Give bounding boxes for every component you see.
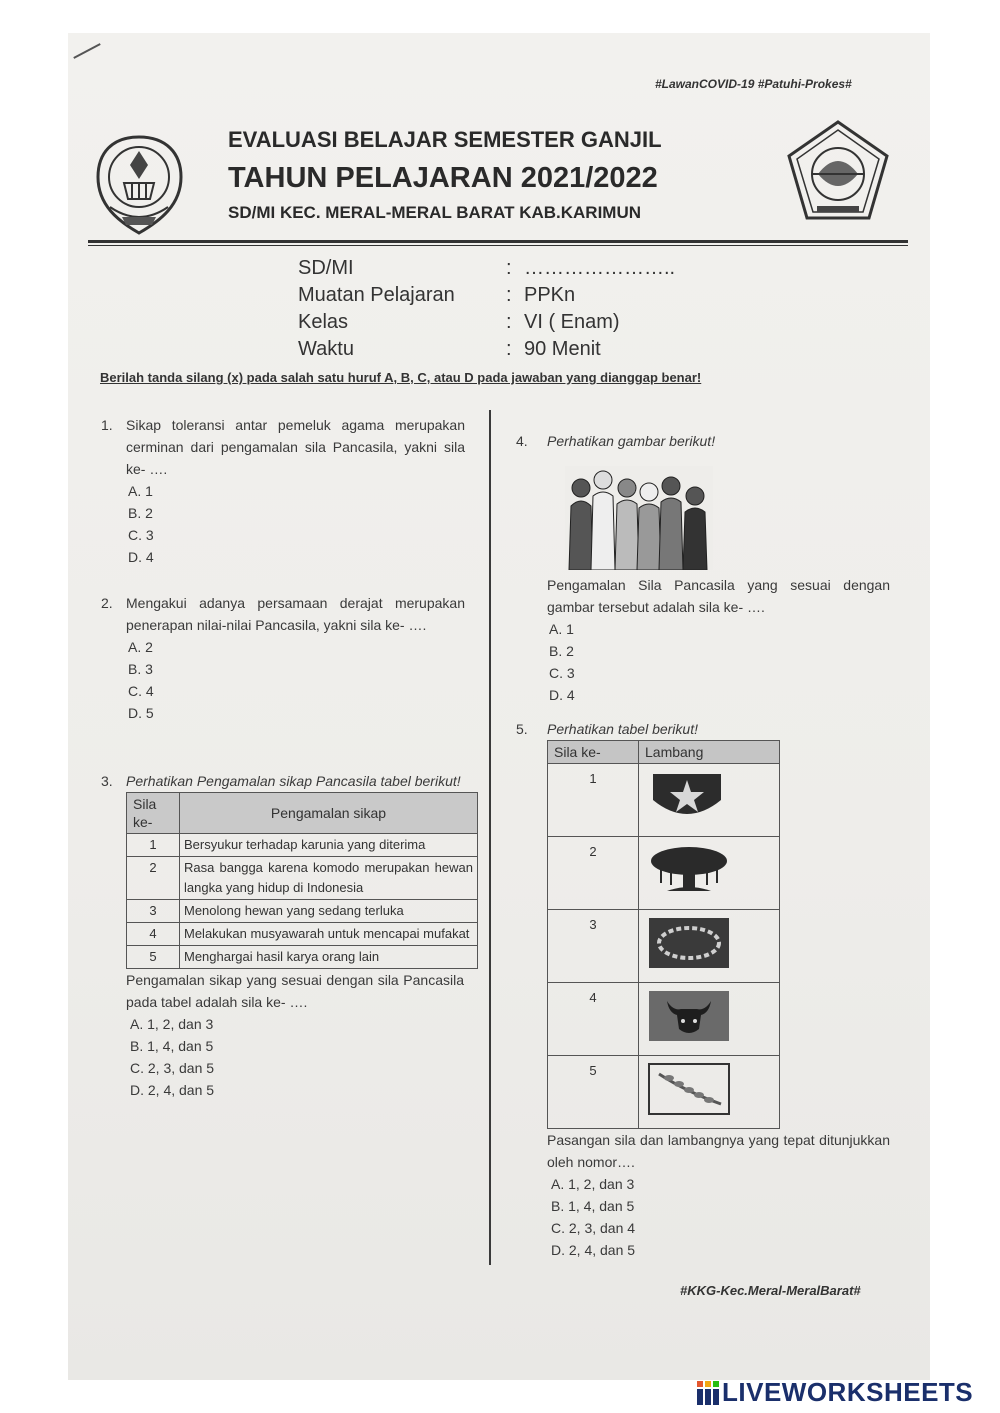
campaign-tag: #LawanCOVID-19 #Patuhi-Prokes#: [655, 77, 852, 91]
table-cell-sikap: Melakukan musyawarah untuk mencapai mufakat: [180, 923, 478, 946]
people-illustration: [565, 466, 890, 570]
option-a[interactable]: A. 2: [128, 639, 153, 655]
table-cell-sila: 4: [548, 983, 639, 1056]
table-cell-sila: 3: [127, 900, 180, 923]
table-row: [127, 900, 478, 923]
info-row-time: [298, 336, 718, 363]
table-cell-sikap: Rasa bangga karena komodo merupakan hewan langka yang hidup di Indonesia: [180, 857, 478, 900]
table-cell-lambang: [639, 1056, 780, 1129]
option-d[interactable]: D. 4: [128, 549, 154, 565]
option-b[interactable]: B. 3: [128, 661, 153, 677]
table-cell-sikap: Menghargai hasil karya orang lain: [180, 946, 478, 969]
table-cell-lambang: [639, 983, 780, 1056]
option-c[interactable]: C. 3: [549, 665, 575, 681]
info-label: Kelas: [298, 311, 349, 333]
table-cell-sila: 2: [548, 837, 639, 910]
table-row: [548, 1056, 780, 1129]
option-c[interactable]: C. 4: [128, 683, 154, 699]
option-b[interactable]: B. 2: [549, 643, 574, 659]
school-district: SD/MI KEC. MERAL-MERAL BARAT KAB.KARIMUN: [228, 203, 642, 222]
table-header: Pengamalan sikap: [180, 793, 478, 834]
question-prompt: Pengamalan sikap yang sesuai dengan sila Pancasila pada tabel adalah sila ke- ….: [126, 972, 464, 1010]
table-header: Lambang: [639, 741, 780, 764]
question-text: Perhatikan Pengamalan sikap Pancasila tabel berikut!: [126, 773, 461, 789]
info-row-class: [298, 309, 718, 336]
info-separator: :: [506, 284, 512, 306]
option-b[interactable]: B. 2: [128, 505, 153, 521]
instruction: Berilah tanda silang (x) pada salah satu huruf A, B, C, atau D pada jawaban yang dianggap benar!: [100, 370, 702, 385]
table-header: Sila ke-: [548, 741, 639, 764]
question-number: 5.: [516, 721, 528, 737]
table-header-row: [548, 741, 780, 764]
option-c[interactable]: C. 2, 3, dan 5: [130, 1060, 215, 1076]
star-symbol-icon: [647, 770, 727, 824]
info-separator: :: [506, 338, 512, 360]
option-b[interactable]: B. 1, 4, dan 5: [130, 1038, 214, 1054]
info-value: VI ( Enam): [524, 311, 620, 333]
table-cell-lambang: [639, 764, 780, 837]
tut-wuri-handayani-logo: [92, 133, 187, 243]
bull-head-icon: [647, 989, 731, 1043]
info-label: Waktu: [298, 338, 354, 360]
table-row: [548, 764, 780, 837]
lambang-table: [547, 740, 780, 1129]
option-b[interactable]: B. 1, 4, dan 5: [551, 1198, 635, 1214]
footer-tag: #KKG-Kec.Meral-MeralBarat#: [680, 1283, 861, 1298]
question-number: 4.: [516, 433, 528, 449]
info-label: Muatan Pelajaran: [298, 284, 455, 306]
question-2: [101, 592, 465, 724]
exam-info: [298, 255, 718, 363]
school-name-field[interactable]: …………………..: [524, 257, 676, 279]
info-separator: :: [506, 257, 512, 279]
option-d[interactable]: D. 2, 4, dan 5: [551, 1242, 636, 1258]
question-number: 2.: [101, 595, 113, 611]
info-label: SD/MI: [298, 257, 354, 279]
table-row: [548, 837, 780, 910]
liveworksheets-icon: [697, 1381, 719, 1405]
table-cell-lambang: [639, 910, 780, 983]
table-cell-sikap: Menolong hewan yang sedang terluka: [180, 900, 478, 923]
info-separator: :: [506, 311, 512, 333]
exam-title: EVALUASI BELAJAR SEMESTER GANJIL: [228, 127, 662, 152]
table-row: [127, 923, 478, 946]
question-text: Sikap toleransi antar pemeluk agama merupakan cerminan dari pengamalan sila Pancasila, yakni sila ke- ….: [126, 417, 465, 477]
question-5: [516, 718, 890, 1261]
table-cell-lambang: [639, 837, 780, 910]
table-cell-sila: 1: [548, 764, 639, 837]
option-d[interactable]: D. 5: [128, 705, 154, 721]
question-4: [516, 430, 890, 706]
info-value: PPKn: [524, 284, 576, 306]
option-d[interactable]: D. 4: [549, 687, 575, 703]
option-a[interactable]: A. 1: [549, 621, 574, 637]
option-a[interactable]: A. 1, 2, dan 3: [130, 1016, 214, 1032]
option-a[interactable]: A. 1: [128, 483, 153, 499]
question-text: Perhatikan tabel berikut!: [547, 721, 698, 737]
table-row: [548, 910, 780, 983]
info-row-subject: [298, 282, 718, 309]
table-header-row: [127, 793, 478, 834]
header-rule: [88, 240, 908, 243]
brand-text: LIVEWORKSHEETS: [722, 1377, 974, 1407]
kabupaten-karimun-logo: [783, 118, 893, 230]
table-cell-sila: 1: [127, 834, 180, 857]
table-cell-sikap: Bersyukur terhadap karunia yang diterima: [180, 834, 478, 857]
info-row-school: [298, 255, 718, 282]
liveworksheets-brand: [697, 1377, 973, 1408]
banyan-tree-icon: [647, 843, 731, 897]
question-1: [101, 414, 465, 568]
table-row: [548, 983, 780, 1056]
question-prompt: Pasangan sila dan lambangnya yang tepat ditunjukkan oleh nomor….: [547, 1132, 890, 1170]
option-a[interactable]: A. 1, 2, dan 3: [551, 1176, 635, 1192]
header-rule-thin: [88, 245, 908, 246]
table-header: Sila ke-: [127, 793, 180, 834]
academic-year: TAHUN PELAJARAN 2021/2022: [228, 162, 658, 194]
table-cell-sila: 4: [127, 923, 180, 946]
question-text: Perhatikan gambar berikut!: [547, 433, 716, 449]
table-row: [127, 834, 478, 857]
table-cell-sila: 3: [548, 910, 639, 983]
option-c[interactable]: C. 2, 3, dan 4: [551, 1220, 636, 1236]
table-row: [127, 857, 478, 900]
option-d[interactable]: D. 2, 4, dan 5: [130, 1082, 215, 1098]
table-cell-sila: 2: [127, 857, 180, 900]
rice-cotton-icon: [647, 1062, 731, 1116]
question-3: [101, 770, 481, 1101]
chain-icon: [647, 916, 731, 970]
table-cell-sila: 5: [548, 1056, 639, 1129]
option-c[interactable]: C. 3: [128, 527, 154, 543]
column-divider: [489, 410, 491, 1265]
question-prompt: Pengamalan Sila Pancasila yang sesuai dengan gambar tersebut adalah sila ke- ….: [547, 577, 890, 615]
question-number: 3.: [101, 773, 113, 789]
info-value: 90 Menit: [524, 338, 601, 360]
question-number: 1.: [101, 417, 113, 433]
table-cell-sila: 5: [127, 946, 180, 969]
question-text: Mengakui adanya persamaan derajat merupakan penerapan nilai-nilai Pancasila, yakni sila ke- ….: [126, 595, 465, 633]
pengamalan-table: [126, 792, 478, 969]
table-row: [127, 946, 478, 969]
